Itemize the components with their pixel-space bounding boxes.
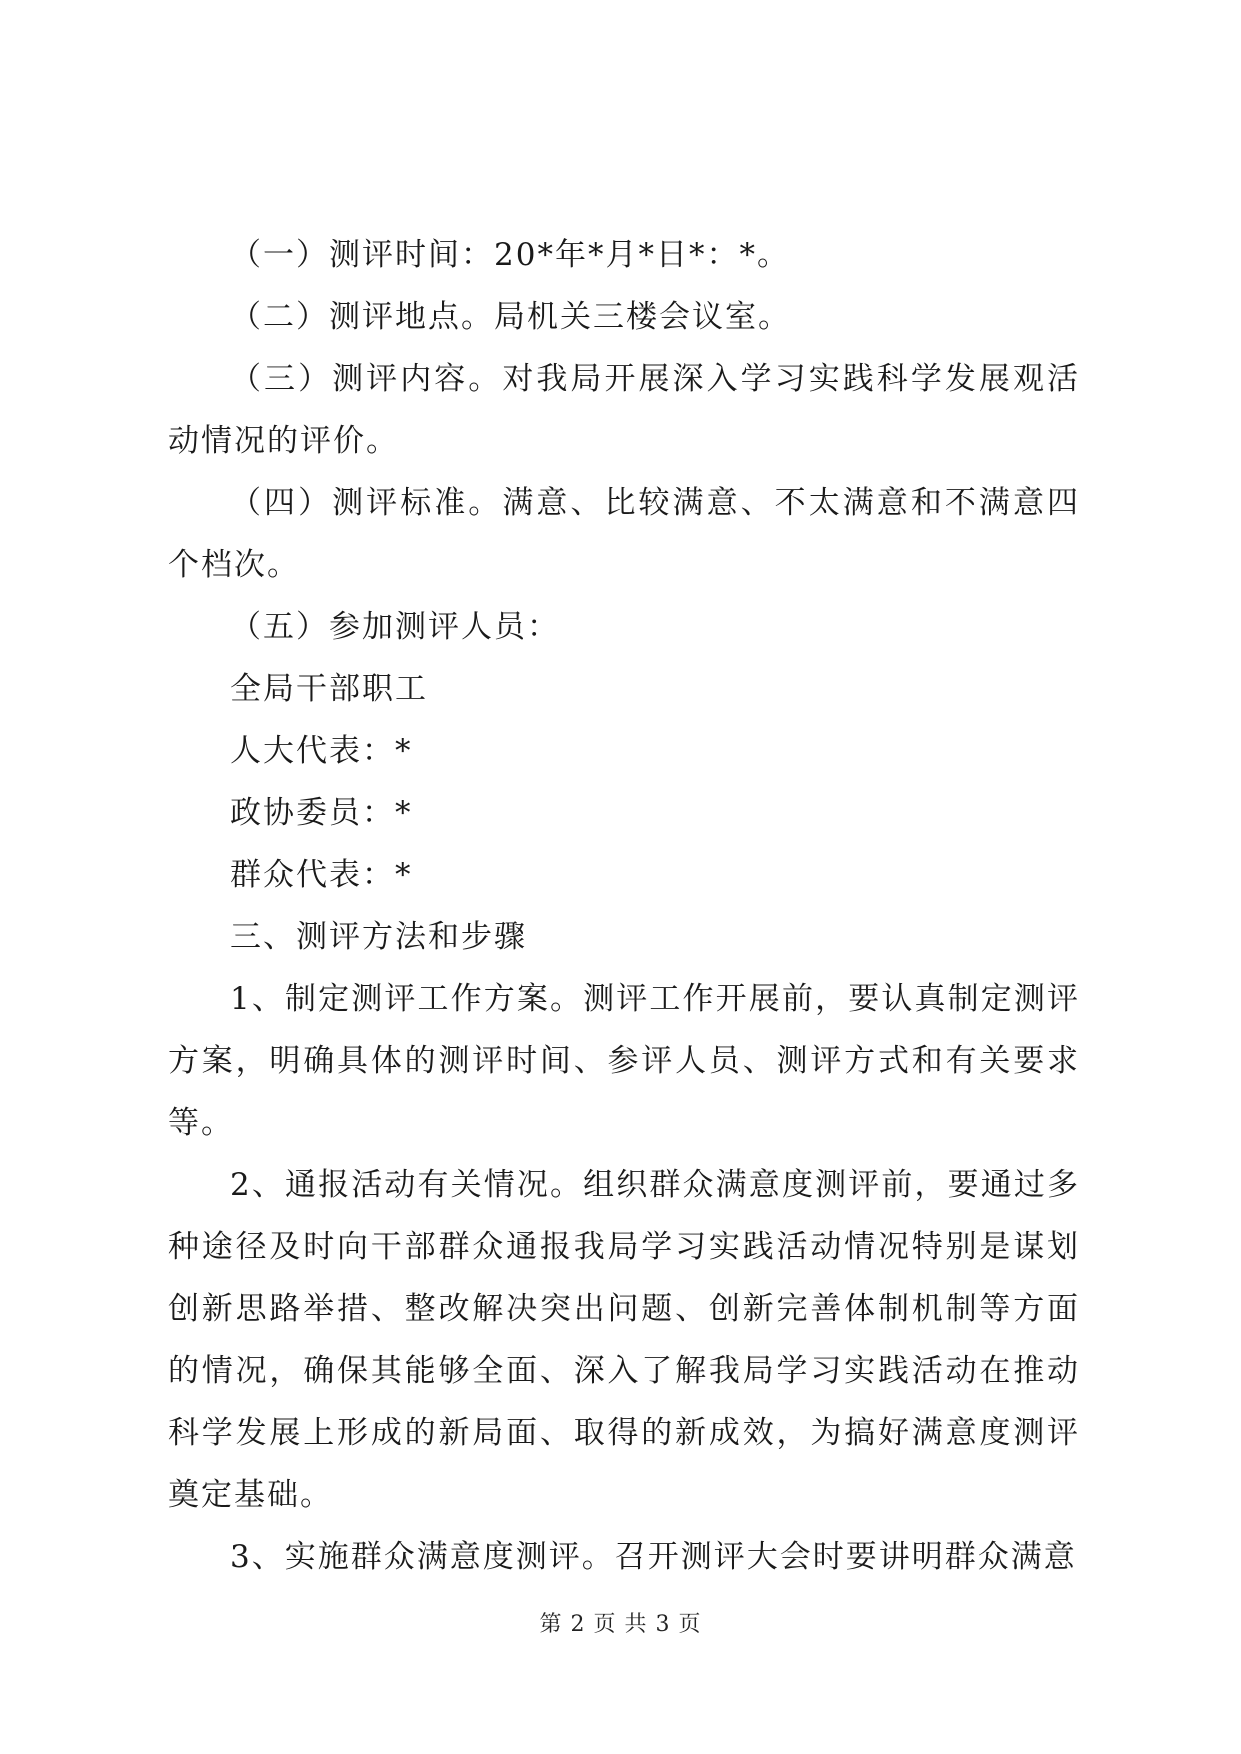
document-body [168,224,1080,1588]
paragraph-npc-deputies: 人大代表：* [230,733,413,769]
paragraph-participants: （五）参加测评人员： [230,609,560,645]
paragraph-all-staff: 全局干部职工 [230,671,428,707]
paragraph-step-1: 1、制定测评工作方案。测评工作开展前，要认真制定测评方案，明确具体的测评时间、参评人员、测评方式和有关要求等。 [168,981,1080,1141]
paragraph-test-time: （一）测评时间：20*年*月*日*：*。 [230,237,790,273]
page-footer [0,1607,1241,1638]
section-heading-methods: 三、测评方法和步骤 [230,919,527,955]
paragraph-test-content: （三）测评内容。对我局开展深入学习实践科学发展观活动情况的评价。 [168,361,1080,459]
paragraph-cppcc-members: 政协委员：* [230,795,413,831]
paragraph-test-standard: （四）测评标准。满意、比较满意、不太满意和不满意四个档次。 [168,485,1080,583]
paragraph-step-3: 3、实施群众满意度测评。召开测评大会时要讲明群众满意 [230,1539,1077,1575]
paragraph-test-location: （二）测评地点。局机关三楼会议室。 [230,299,791,335]
page-number-label: 第 2 页 共 3 页 [539,1612,702,1637]
paragraph-public-representatives: 群众代表：* [230,857,413,893]
paragraph-step-2: 2、通报活动有关情况。组织群众满意度测评前，要通过多种途径及时向干部群众通报我局学习实践活动情况特别是谋划创新思路举措、整改解决突出问题、创新完善体制机制等方面的情况，确保其能够全面、深入了解我局学习实践活动在推动科学发展上形成的新局面、取得的新成效，为搞好满意度测评奠定基础。 [168,1167,1080,1513]
